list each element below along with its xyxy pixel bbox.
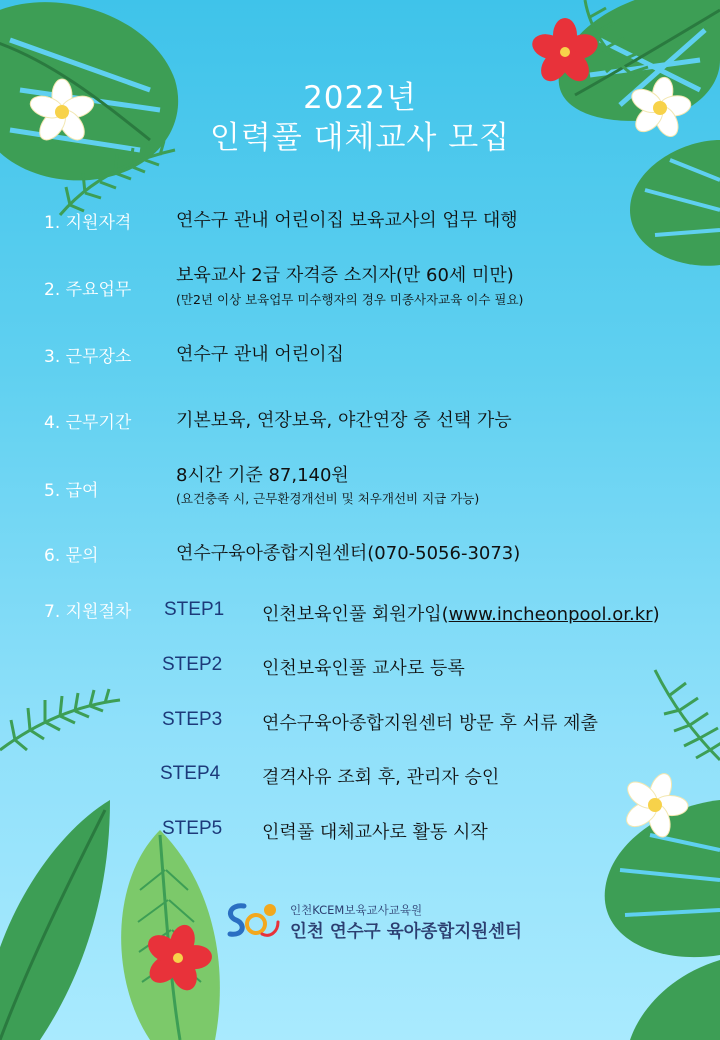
item-label-location: 3. 근무장소 xyxy=(44,347,132,367)
item-note-duties: (만2년 이상 보육업무 미수행자의 경우 미종사자교육 이수 필요) xyxy=(176,292,524,307)
item-label-qualification: 1. 지원자격 xyxy=(44,213,132,233)
item-value-period: 기본보육, 연장보육, 야간연장 중 선택 가능 xyxy=(176,410,512,431)
item-value-duties: 보육교사 2급 자격증 소지자(만 60세 미만) xyxy=(176,265,514,286)
step-5-name: STEP5 xyxy=(162,818,223,839)
step-2-text: 인천보육인풀 교사로 등록 xyxy=(262,658,465,679)
item-value-salary: 8시간 기준 87,140원 xyxy=(176,465,349,486)
procedure-label: 7. 지원절차 xyxy=(44,602,132,622)
item-label-duties: 2. 주요업무 xyxy=(44,280,132,300)
leaf-bottom-center-icon xyxy=(121,830,220,1040)
step-4-text: 결격사유 조회 후, 관리자 승인 xyxy=(262,767,500,788)
step-2-name: STEP2 xyxy=(162,654,223,675)
logo-subtitle: 인천KCEM보육교사교육원 xyxy=(290,903,423,917)
fern-bottom-right-icon xyxy=(655,670,720,760)
step-1-name: STEP1 xyxy=(164,599,225,620)
leaf-bottom-left-icon xyxy=(0,800,110,1040)
title-year: 2022년 xyxy=(303,80,417,116)
item-value-qualification: 연수구 관내 어린이집 보육교사의 업무 대행 xyxy=(176,210,518,231)
leaf-bottom-right-icon xyxy=(630,960,720,1040)
incheonpool-link[interactable]: www.incheonpool.or.kr xyxy=(448,604,653,625)
step-5-text: 인력풀 대체교사로 활동 시작 xyxy=(262,822,488,843)
item-label-salary: 5. 급여 xyxy=(44,481,99,501)
item-value-contact: 연수구육아종합지원센터(070-5056-3073) xyxy=(176,543,521,564)
center-logo-icon xyxy=(222,898,282,942)
step-4-name: STEP4 xyxy=(160,763,221,784)
step-3-text: 연수구육아종합지원센터 방문 후 서류 제출 xyxy=(262,713,598,734)
item-label-period: 4. 근무기간 xyxy=(44,413,132,433)
step-1-text: 인천보육인풀 회원가입(www.incheonpool.or.kr) xyxy=(262,604,660,625)
item-label-contact: 6. 문의 xyxy=(44,546,99,566)
logo-title: 인천 연수구 육아종합지원센터 xyxy=(290,922,522,942)
page-title: 인력풀 대체교사 모집 xyxy=(209,120,511,156)
item-value-location: 연수구 관내 어린이집 xyxy=(176,344,344,365)
monstera-leaf-right-icon xyxy=(630,140,720,266)
item-note-salary: (요건충족 시, 근무환경개선비 및 처우개선비 지급 가능) xyxy=(176,491,480,506)
fern-bottom-left-icon xyxy=(0,689,120,750)
step-3-name: STEP3 xyxy=(162,709,223,730)
